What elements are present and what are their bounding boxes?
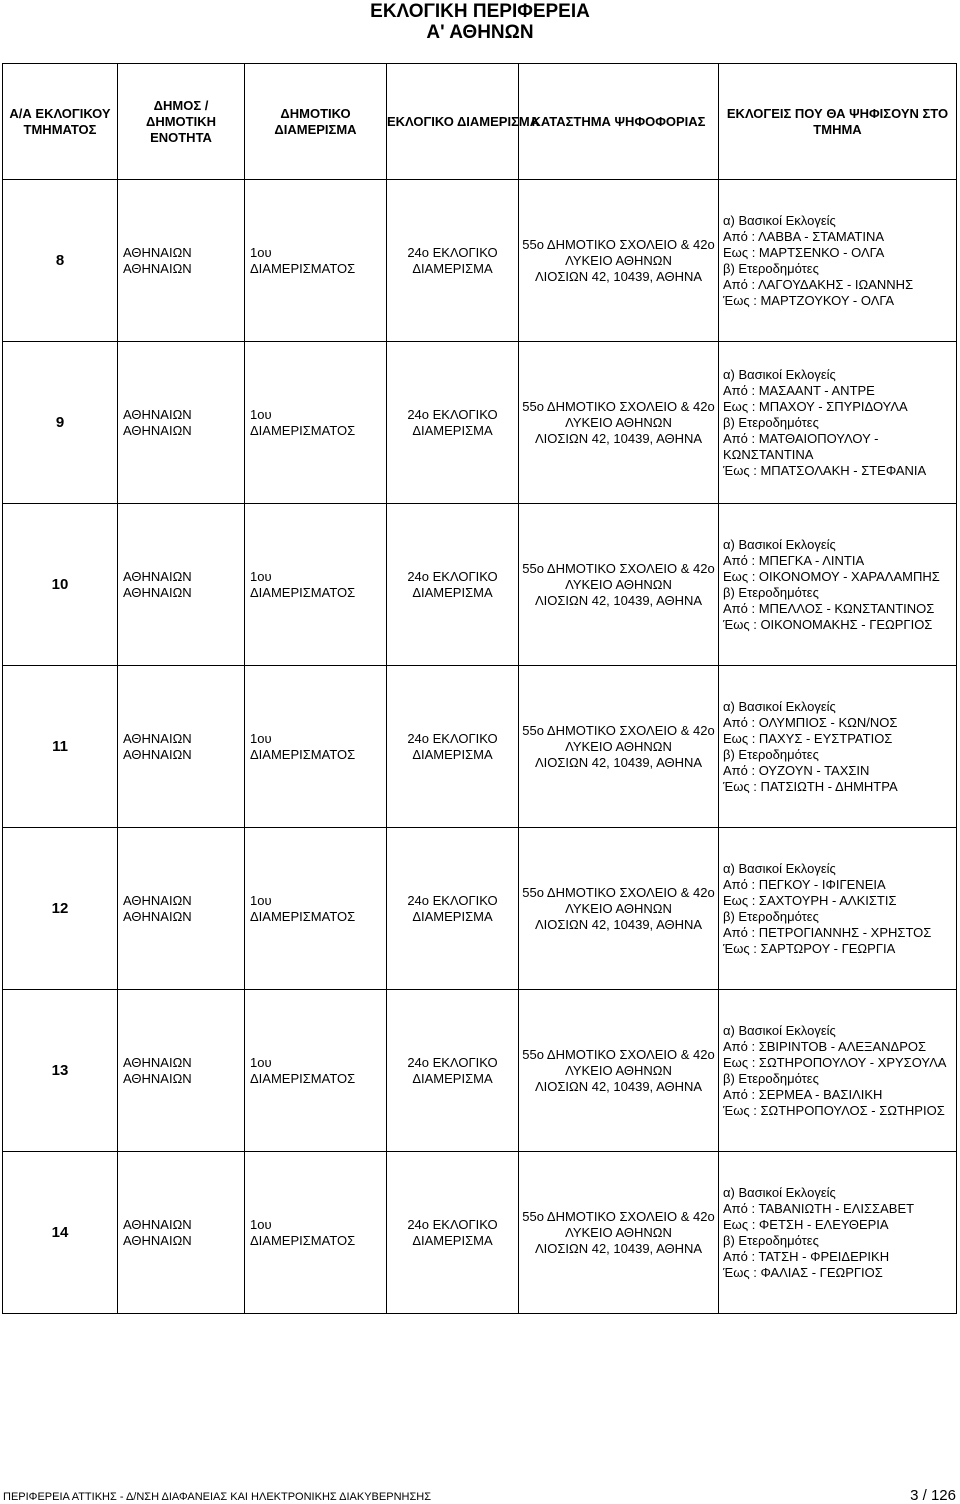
cell-text-line: α) Βασικοί Εκλογείς (723, 698, 836, 714)
table-row (3, 180, 957, 342)
cell-text-line: ΔΙΑΜΕΡΙΣΜΑ (412, 1232, 493, 1248)
cell-text-line: α) Βασικοί Εκλογείς (723, 1022, 836, 1038)
page-number: 3 / 126 (910, 1487, 956, 1504)
cell-text-line: ΔΙΑΜΕΡΙΣΜΑΤΟΣ (250, 908, 356, 924)
cell-text-line: ΛΙΟΣΙΩΝ 42, 10439, ΑΘΗΝΑ (534, 430, 703, 446)
cell-text-line: ΛΥΚΕΙΟ ΑΘΗΝΩΝ (565, 1224, 672, 1240)
cell-text-line: Έως : ΠΑΤΣΙΩΤΗ - ΔΗΜΗΤΡΑ (723, 778, 898, 794)
header-text: ΚΑΤΑΣΤΗΜΑ ΨΗΦΟΦΟΡΙΑΣ (531, 113, 706, 129)
cell-text-line: 1ου (250, 892, 272, 908)
cell-text-line: ΑΘΗΝΑΙΩΝ (123, 746, 192, 762)
cell-text-line: α) Βασικοί Εκλογείς (723, 536, 836, 552)
section-number: 9 (3, 342, 118, 504)
cell-text-line: Εως : ΠΑΧΥΣ - ΕΥΣΤΡΑΤΙΟΣ (723, 730, 893, 746)
voters-range-cell (719, 990, 957, 1152)
page-title: ΕΚΛΟΓΙΚΗ ΠΕΡΙΦΕΡΕΙΑ (370, 1, 590, 22)
cell-text-line: 1ου (250, 244, 272, 260)
cell-text-line: Από : ΜΑΤΘΑΙΟΠΟΥΛΟΥ - (723, 430, 879, 446)
cell-text-line: ΑΘΗΝΑΙΩΝ (123, 730, 192, 746)
cell-text-line: ΛΥΚΕΙΟ ΑΘΗΝΩΝ (565, 1062, 672, 1078)
district-unit-cell (245, 180, 387, 342)
cell-text-line: β) Ετεροδημότες (723, 746, 819, 762)
polling-station-cell (519, 1152, 719, 1314)
col-header-polling-station (519, 64, 719, 180)
district-unit-cell (245, 990, 387, 1152)
section-number: 14 (3, 1152, 118, 1314)
cell-text-line: ΚΩΝΣΤΑΝΤΙΝΑ (723, 446, 814, 462)
cell-text-line: 1ου (250, 1054, 272, 1070)
cell-text-line: α) Βασικοί Εκλογείς (723, 366, 836, 382)
cell-text-line: 24ο ΕΚΛΟΓΙΚΟ (407, 406, 498, 422)
header-text: ΤΜΗΜΑΤΟΣ (23, 121, 97, 137)
cell-text-line: Έως : ΜΠΑΤΣΟΛΑΚΗ - ΣΤΕΦΑΝΙΑ (723, 462, 927, 478)
cell-text-line: ΑΘΗΝΑΙΩΝ (123, 406, 192, 422)
cell-text-line: Από : ΟΛΥΜΠΙΟΣ - ΚΩΝ/ΝΟΣ (723, 714, 898, 730)
cell-text-line: Από : ΛΑΒΒΑ - ΣΤΑΜΑΤΙΝΑ (723, 228, 885, 244)
cell-text-line: Έως : ΟΙΚΟΝΟΜΑΚΗΣ - ΓΕΩΡΓΙΟΣ (723, 616, 933, 632)
cell-text-line: ΑΘΗΝΑΙΩΝ (123, 1232, 192, 1248)
cell-text-line: ΔΙΑΜΕΡΙΣΜΑΤΟΣ (250, 260, 356, 276)
electoral-district-cell (387, 342, 519, 504)
section-number: 10 (3, 504, 118, 666)
polling-station-cell (519, 828, 719, 990)
col-header-municipality (118, 64, 245, 180)
cell-text-line: ΔΙΑΜΕΡΙΣΜΑΤΟΣ (250, 1070, 356, 1086)
cell-text-line: ΑΘΗΝΑΙΩΝ (123, 584, 192, 600)
polling-station-cell (519, 666, 719, 828)
polling-station-cell (519, 990, 719, 1152)
cell-text-line: Από : ΜΠΕΓΚΑ - ΛΙΝΤΙΑ (723, 552, 865, 568)
cell-text-line: 55ο ΔΗΜΟΤΙΚΟ ΣΧΟΛΕΙΟ & 42ο (522, 1046, 715, 1062)
cell-text-line: Έως : ΣΑΡΤΩΡΟΥ - ΓΕΩΡΓΙΑ (723, 940, 896, 956)
cell-text-line: ΔΙΑΜΕΡΙΣΜΑ (412, 746, 493, 762)
cell-text-line: ΔΙΑΜΕΡΙΣΜΑ (412, 1070, 493, 1086)
electoral-district-cell (387, 666, 519, 828)
col-header-electoral-district (387, 64, 540, 180)
cell-text-line: β) Ετεροδημότες (723, 1232, 819, 1248)
cell-text-line: ΑΘΗΝΑΙΩΝ (123, 568, 192, 584)
electoral-district-cell (387, 180, 519, 342)
district-unit-cell (245, 504, 387, 666)
cell-text-line: α) Βασικοί Εκλογείς (723, 1184, 836, 1200)
cell-text-line: 55ο ΔΗΜΟΤΙΚΟ ΣΧΟΛΕΙΟ & 42ο (522, 884, 715, 900)
cell-text-line: ΛΥΚΕΙΟ ΑΘΗΝΩΝ (565, 900, 672, 916)
cell-text-line: ΑΘΗΝΑΙΩΝ (123, 1070, 192, 1086)
col-header-municipal-district (245, 64, 387, 180)
cell-text-line: 55ο ΔΗΜΟΤΙΚΟ ΣΧΟΛΕΙΟ & 42ο (522, 560, 715, 576)
header-text: ΔΗΜΟΣ / (153, 97, 209, 113)
cell-text-line: α) Βασικοί Εκλογείς (723, 212, 836, 228)
section-number: 13 (3, 990, 118, 1152)
cell-text-line: Από : ΤΑΤΣΗ - ΦΡΕΙΔΕΡΙΚΗ (723, 1248, 890, 1264)
cell-text-line: ΔΙΑΜΕΡΙΣΜΑΤΟΣ (250, 422, 356, 438)
cell-text-line: Από : ΜΠΕΛΛΟΣ - ΚΩΝΣΤΑΝΤΙΝΟΣ (723, 600, 935, 616)
cell-text-line: ΑΘΗΝΑΙΩΝ (123, 892, 192, 908)
cell-text-line: ΛΙΟΣΙΩΝ 42, 10439, ΑΘΗΝΑ (534, 1078, 703, 1094)
section-number: 8 (3, 180, 118, 342)
cell-text-line: 55ο ΔΗΜΟΤΙΚΟ ΣΧΟΛΕΙΟ & 42ο (522, 722, 715, 738)
cell-text-line: Από : ΠΕΤΡΟΓΙΑΝΝΗΣ - ΧΡΗΣΤΟΣ (723, 924, 932, 940)
cell-text-line: β) Ετεροδημότες (723, 414, 819, 430)
electoral-district-cell (387, 990, 519, 1152)
district-unit-cell (245, 666, 387, 828)
header-text: ΕΚΛΟΓΙΚΟ ΔΙΑΜΕΡΙΣΜΑ (387, 113, 540, 129)
polling-station-cell (519, 180, 719, 342)
district-unit-cell (245, 342, 387, 504)
voters-range-cell (719, 666, 957, 828)
cell-text-line: Από : ΣΒΙΡΙΝΤΟΒ - ΑΛΕΞΑΝΔΡΟΣ (723, 1038, 927, 1054)
municipality-cell (118, 342, 245, 504)
cell-text-line: 1ου (250, 568, 272, 584)
cell-text-line: Από : ΣΕΡΜΕΑ - ΒΑΣΙΛΙΚΗ (723, 1086, 883, 1102)
cell-text-line: ΑΘΗΝΑΙΩΝ (123, 1054, 192, 1070)
table-row (3, 666, 957, 828)
cell-text-line: ΛΙΟΣΙΩΝ 42, 10439, ΑΘΗΝΑ (534, 916, 703, 932)
cell-text-line: ΛΥΚΕΙΟ ΑΘΗΝΩΝ (565, 414, 672, 430)
header-text: Α/Α ΕΚΛΟΓΙΚΟΥ (9, 105, 111, 121)
header-text: ΕΝΟΤΗΤΑ (150, 129, 212, 145)
cell-text-line: 55ο ΔΗΜΟΤΙΚΟ ΣΧΟΛΕΙΟ & 42ο (522, 1208, 715, 1224)
cell-text-line: Από : ΠΕΓΚΟΥ - ΙΦΙΓΕΝΕΙΑ (723, 876, 886, 892)
cell-text-line: Εως : ΜΑΡΤΣΕΝΚΟ - ΟΛΓΑ (723, 244, 885, 260)
voters-range-cell (719, 180, 957, 342)
section-number: 11 (3, 666, 118, 828)
cell-text-line: ΔΙΑΜΕΡΙΣΜΑΤΟΣ (250, 584, 356, 600)
cell-text-line: Από : ΟΥΖΟΥΝ - ΤΑΧΣΙΝ (723, 762, 870, 778)
footer-organization: ΠΕΡΙΦΕΡΕΙΑ ΑΤΤΙΚΗΣ - Δ/ΝΣΗ ΔΙΑΦΑΝΕΙΑΣ ΚΑΙ ΗΛΕΚΤΡΟΝΙΚΗΣ ΔΙΑΚΥΒΕΡΝΗΣΗΣ (3, 1491, 432, 1503)
cell-text-line: ΑΘΗΝΑΙΩΝ (123, 422, 192, 438)
cell-text-line: 24ο ΕΚΛΟΓΙΚΟ (407, 568, 498, 584)
cell-text-line: β) Ετεροδημότες (723, 1070, 819, 1086)
cell-text-line: ΛΙΟΣΙΩΝ 42, 10439, ΑΘΗΝΑ (534, 592, 703, 608)
electoral-district-cell (387, 828, 519, 990)
cell-text-line: 1ου (250, 730, 272, 746)
cell-text-line: ΑΘΗΝΑΙΩΝ (123, 260, 192, 276)
cell-text-line: Εως : ΦΕΤΣΗ - ΕΛΕΥΘΕΡΙΑ (723, 1216, 889, 1232)
cell-text-line: 24ο ΕΚΛΟΓΙΚΟ (407, 892, 498, 908)
cell-text-line: 55ο ΔΗΜΟΤΙΚΟ ΣΧΟΛΕΙΟ & 42ο (522, 236, 715, 252)
cell-text-line: Έως : ΜΑΡΤΖΟΥΚΟΥ - ΟΛΓΑ (723, 292, 895, 308)
municipality-cell (118, 666, 245, 828)
voters-range-cell (719, 342, 957, 504)
voters-range-cell (719, 828, 957, 990)
page-subtitle: Α' ΑΘΗΝΩΝ (426, 22, 534, 43)
cell-text-line: ΔΙΑΜΕΡΙΣΜΑ (412, 908, 493, 924)
header-text: ΔΗΜΟΤΙΚΟ (280, 105, 351, 121)
table-row (3, 504, 957, 666)
table-row (3, 342, 957, 504)
electoral-district-cell (387, 504, 519, 666)
cell-text-line: ΛΙΟΣΙΩΝ 42, 10439, ΑΘΗΝΑ (534, 754, 703, 770)
cell-text-line: Εως : ΟΙΚΟΝΟΜΟΥ - ΧΑΡΑΛΑΜΠΗΣ (723, 568, 940, 584)
cell-text-line: ΑΘΗΝΑΙΩΝ (123, 1216, 192, 1232)
cell-text-line: ΔΙΑΜΕΡΙΣΜΑΤΟΣ (250, 1232, 356, 1248)
cell-text-line: α) Βασικοί Εκλογείς (723, 860, 836, 876)
cell-text-line: 24ο ΕΚΛΟΓΙΚΟ (407, 730, 498, 746)
cell-text-line: Από : ΛΑΓΟΥΔΑΚΗΣ - ΙΩΑΝΝΗΣ (723, 276, 914, 292)
district-unit-cell (245, 828, 387, 990)
voters-range-cell (719, 1152, 957, 1314)
municipality-cell (118, 504, 245, 666)
cell-text-line: Εως : ΣΑΧΤΟΥΡΗ - ΑΛΚΙΣΤΙΣ (723, 892, 897, 908)
municipality-cell (118, 180, 245, 342)
cell-text-line: 24ο ΕΚΛΟΓΙΚΟ (407, 1054, 498, 1070)
cell-text-line: Από : ΤΑΒΑΝΙΩΤΗ - ΕΛΙΣΣΑΒΕΤ (723, 1200, 915, 1216)
municipality-cell (118, 1152, 245, 1314)
polling-station-cell (519, 504, 719, 666)
cell-text-line: ΛΙΟΣΙΩΝ 42, 10439, ΑΘΗΝΑ (534, 1240, 703, 1256)
cell-text-line: β) Ετεροδημότες (723, 908, 819, 924)
municipality-cell (118, 828, 245, 990)
cell-text-line: 55ο ΔΗΜΟΤΙΚΟ ΣΧΟΛΕΙΟ & 42ο (522, 398, 715, 414)
cell-text-line: ΑΘΗΝΑΙΩΝ (123, 908, 192, 924)
cell-text-line: Έως : ΦΑΛΙΑΣ - ΓΕΩΡΓΙΟΣ (723, 1264, 883, 1280)
cell-text-line: 1ου (250, 406, 272, 422)
col-header-section-number (3, 64, 118, 180)
cell-text-line: ΑΘΗΝΑΙΩΝ (123, 244, 192, 260)
cell-text-line: ΔΙΑΜΕΡΙΣΜΑΤΟΣ (250, 746, 356, 762)
cell-text-line: β) Ετεροδημότες (723, 260, 819, 276)
col-header-voters (719, 64, 957, 180)
header-text: ΔΙΑΜΕΡΙΣΜΑ (274, 121, 357, 137)
cell-text-line: Εως : ΣΩΤΗΡΟΠΟΥΛΟΥ - ΧΡΥΣΟΥΛΑ (723, 1054, 947, 1070)
cell-text-line: ΛΥΚΕΙΟ ΑΘΗΝΩΝ (565, 576, 672, 592)
polling-stations-table (2, 63, 957, 1314)
cell-text-line: 1ου (250, 1216, 272, 1232)
section-number: 12 (3, 828, 118, 990)
cell-text-line: ΛΙΟΣΙΩΝ 42, 10439, ΑΘΗΝΑ (534, 268, 703, 284)
table-row (3, 828, 957, 990)
cell-text-line: Έως : ΣΩΤΗΡΟΠΟΥΛΟΣ - ΣΩΤΗΡΙΟΣ (723, 1102, 945, 1118)
municipality-cell (118, 990, 245, 1152)
voters-range-cell (719, 504, 957, 666)
cell-text-line: Από : ΜΑΣΑΑΝΤ - ΑΝΤΡΕ (723, 382, 875, 398)
table-row (3, 990, 957, 1152)
header-text: ΕΚΛΟΓΕΙΣ ΠΟΥ ΘΑ ΨΗΦΙΣΟΥΝ ΣΤΟ (726, 105, 949, 121)
cell-text-line: 24ο ΕΚΛΟΓΙΚΟ (407, 244, 498, 260)
electoral-district-cell (387, 1152, 519, 1314)
polling-station-cell (519, 342, 719, 504)
header-text: ΤΜΗΜΑ (813, 121, 862, 137)
cell-text-line: β) Ετεροδημότες (723, 584, 819, 600)
cell-text-line: ΔΙΑΜΕΡΙΣΜΑ (412, 422, 493, 438)
cell-text-line: 24ο ΕΚΛΟΓΙΚΟ (407, 1216, 498, 1232)
cell-text-line: ΛΥΚΕΙΟ ΑΘΗΝΩΝ (565, 252, 672, 268)
table-row (3, 1152, 957, 1314)
table-header-row (3, 64, 957, 180)
district-unit-cell (245, 1152, 387, 1314)
cell-text-line: ΛΥΚΕΙΟ ΑΘΗΝΩΝ (565, 738, 672, 754)
cell-text-line: Εως : ΜΠΑΧΟΥ - ΣΠΥΡΙΔΟΥΛΑ (723, 398, 908, 414)
header-text: ΔΗΜΟΤΙΚΗ (145, 113, 216, 129)
cell-text-line: ΔΙΑΜΕΡΙΣΜΑ (412, 260, 493, 276)
cell-text-line: ΔΙΑΜΕΡΙΣΜΑ (412, 584, 493, 600)
